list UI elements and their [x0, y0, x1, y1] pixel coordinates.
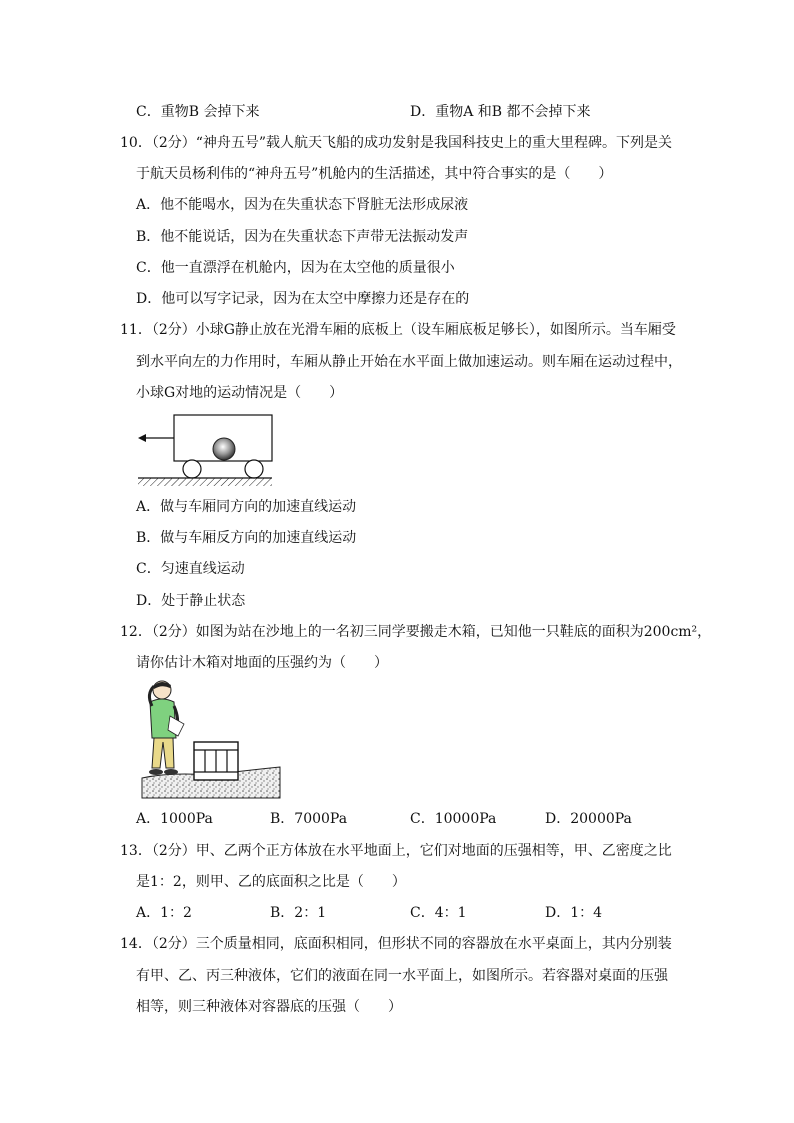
q11-option-c: C．匀速直线运动 — [136, 561, 245, 577]
q12-stem-line-2: 请你估计木箱对地面的压强约为（ ） — [136, 655, 388, 671]
q13-option-a: A．1：2 — [136, 905, 192, 921]
q11-stem-line-3: 小球G对地的运动情况是（ ） — [136, 385, 344, 401]
q13-option-b: B．2：1 — [270, 905, 327, 921]
q10-option-b: B．他不能说话，因为在失重状态下声带无法振动发声 — [136, 229, 469, 245]
cart-wheel-right — [245, 460, 263, 478]
q12-option-b: B．7000Pa — [270, 811, 348, 827]
q11-option-a: A．做与车厢同方向的加速直线运动 — [136, 499, 357, 515]
q11-option-d: D．处于静止状态 — [136, 593, 246, 609]
student-figure — [149, 681, 184, 775]
q11-stem-line-1: 11．（2分）小球G静止放在光滑车厢的底板上（设车厢底板足够长），如图所示。当车厢受 — [120, 322, 676, 338]
q10-option-d: D．他可以写字记录，因为在太空中摩擦力还是存在的 — [136, 291, 470, 307]
q13-stem-line-2: 是1：2，则甲、乙的底面积之比是（ ） — [136, 874, 406, 890]
q9-option-d: D．重物A 和B 都不会掉下来 — [410, 104, 591, 120]
q10-stem-line-2: 于航天员杨利伟的“神舟五号”机舱内的生活描述，其中符合事实的是（ ） — [136, 166, 613, 182]
q12-option-c: C．10000Pa — [410, 811, 497, 827]
q12-option-a: A．1000Pa — [136, 811, 213, 827]
q12-option-d: D．20000Pa — [545, 811, 632, 827]
force-arrow-head-icon — [138, 434, 146, 442]
q12-stem-line-1: 12．（2分）如图为站在沙地上的一名初三同学要搬走木箱，已知他一只鞋底的面积为200cm²， — [120, 624, 712, 640]
q13-option-d: D．1：4 — [545, 905, 603, 921]
q11-stem-line-2: 到水平向左的力作用时，车厢从静止开始在水平面上做加速运动。则车厢在运动过程中， — [136, 354, 682, 370]
q10-stem-line-1: 10．（2分）“神舟五号”载人航天飞船的成功发射是我国科技史上的重大里程碑。下列是关 — [120, 135, 673, 151]
q14-stem-line-3: 相等，则三种液体对容器底的压强（ ） — [136, 999, 402, 1015]
q13-option-c: C．4：1 — [410, 905, 467, 921]
student-box-figure — [140, 676, 282, 802]
cart-wheel-left — [183, 460, 201, 478]
q10-option-c: C．他一直漂浮在机舱内，因为在太空他的质量很小 — [136, 260, 455, 276]
q9-option-c: C．重物B 会掉下来 — [136, 104, 260, 120]
cart-ball-figure — [136, 408, 276, 490]
ground-hatch — [138, 478, 272, 486]
ball-g — [213, 438, 235, 460]
q14-stem-line-1: 14．（2分）三个质量相同，底面积相同，但形状不同的容器放在水平桌面上，其内分别装 — [120, 936, 672, 952]
q11-option-b: B．做与车厢反方向的加速直线运动 — [136, 530, 357, 546]
q13-stem-line-1: 13．（2分）甲、乙两个正方体放在水平地面上，它们对地面的压强相等，甲、乙密度之比 — [120, 843, 672, 859]
q14-stem-line-2: 有甲、乙、丙三种液体，它们的液面在同一水平面上，如图所示。若容器对桌面的压强 — [136, 968, 668, 984]
q10-option-a: A．他不能喝水，因为在失重状态下肾脏无法形成尿液 — [136, 197, 469, 213]
